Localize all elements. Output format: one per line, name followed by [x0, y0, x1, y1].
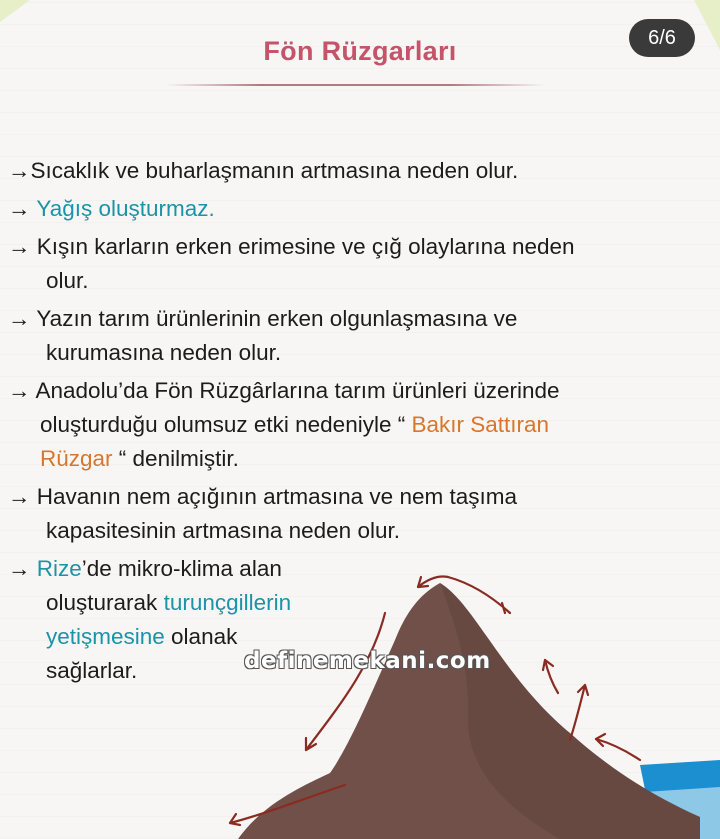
bullet-list: [8, 154, 708, 688]
list-item-continuation: Rüzgar “ denilmiştir.: [40, 446, 239, 471]
list-item-continuation: kapasitesinin artmasına neden olur.: [46, 518, 400, 543]
title-underline: [165, 84, 545, 86]
page-title: Fön Rüzgarları: [263, 36, 457, 66]
list-item-continuation: oluşturduğu olumsuz etki nedeniyle “ Bakır Sattıran: [40, 412, 550, 437]
list-item: → Yazın tarım ürünlerinin erken olgunlaşmasına ve: [8, 306, 518, 331]
list-item-continuation: yetişmesine olanak: [46, 624, 238, 649]
list-item-continuation: oluşturarak turunçgillerin: [46, 590, 292, 615]
list-item: → Anadolu’da Fön Rüzgârlarına tarım ürünleri üzerinde: [8, 378, 560, 403]
list-item-continuation: kurumasına neden olur.: [46, 340, 282, 365]
list-item: → Havanın nem açığının artmasına ve nem taşıma: [8, 484, 517, 509]
list-item-continuation: olur.: [46, 268, 89, 293]
corner-decoration-left: [0, 0, 30, 22]
watermark-text: definemekani.com: [244, 648, 491, 674]
page-counter-badge: 6/6: [629, 19, 695, 57]
list-item: → Yağış oluşturmaz.: [8, 196, 215, 221]
list-item: →Sıcaklık ve buharlaşmanın artmasına neden olur.: [8, 158, 519, 183]
list-item-continuation: sağlarlar.: [46, 658, 138, 683]
list-item: → Kışın karların erken erimesine ve çığ olaylarına neden: [8, 234, 575, 259]
list-item: → Rize’de mikro-klima alan: [8, 556, 282, 581]
